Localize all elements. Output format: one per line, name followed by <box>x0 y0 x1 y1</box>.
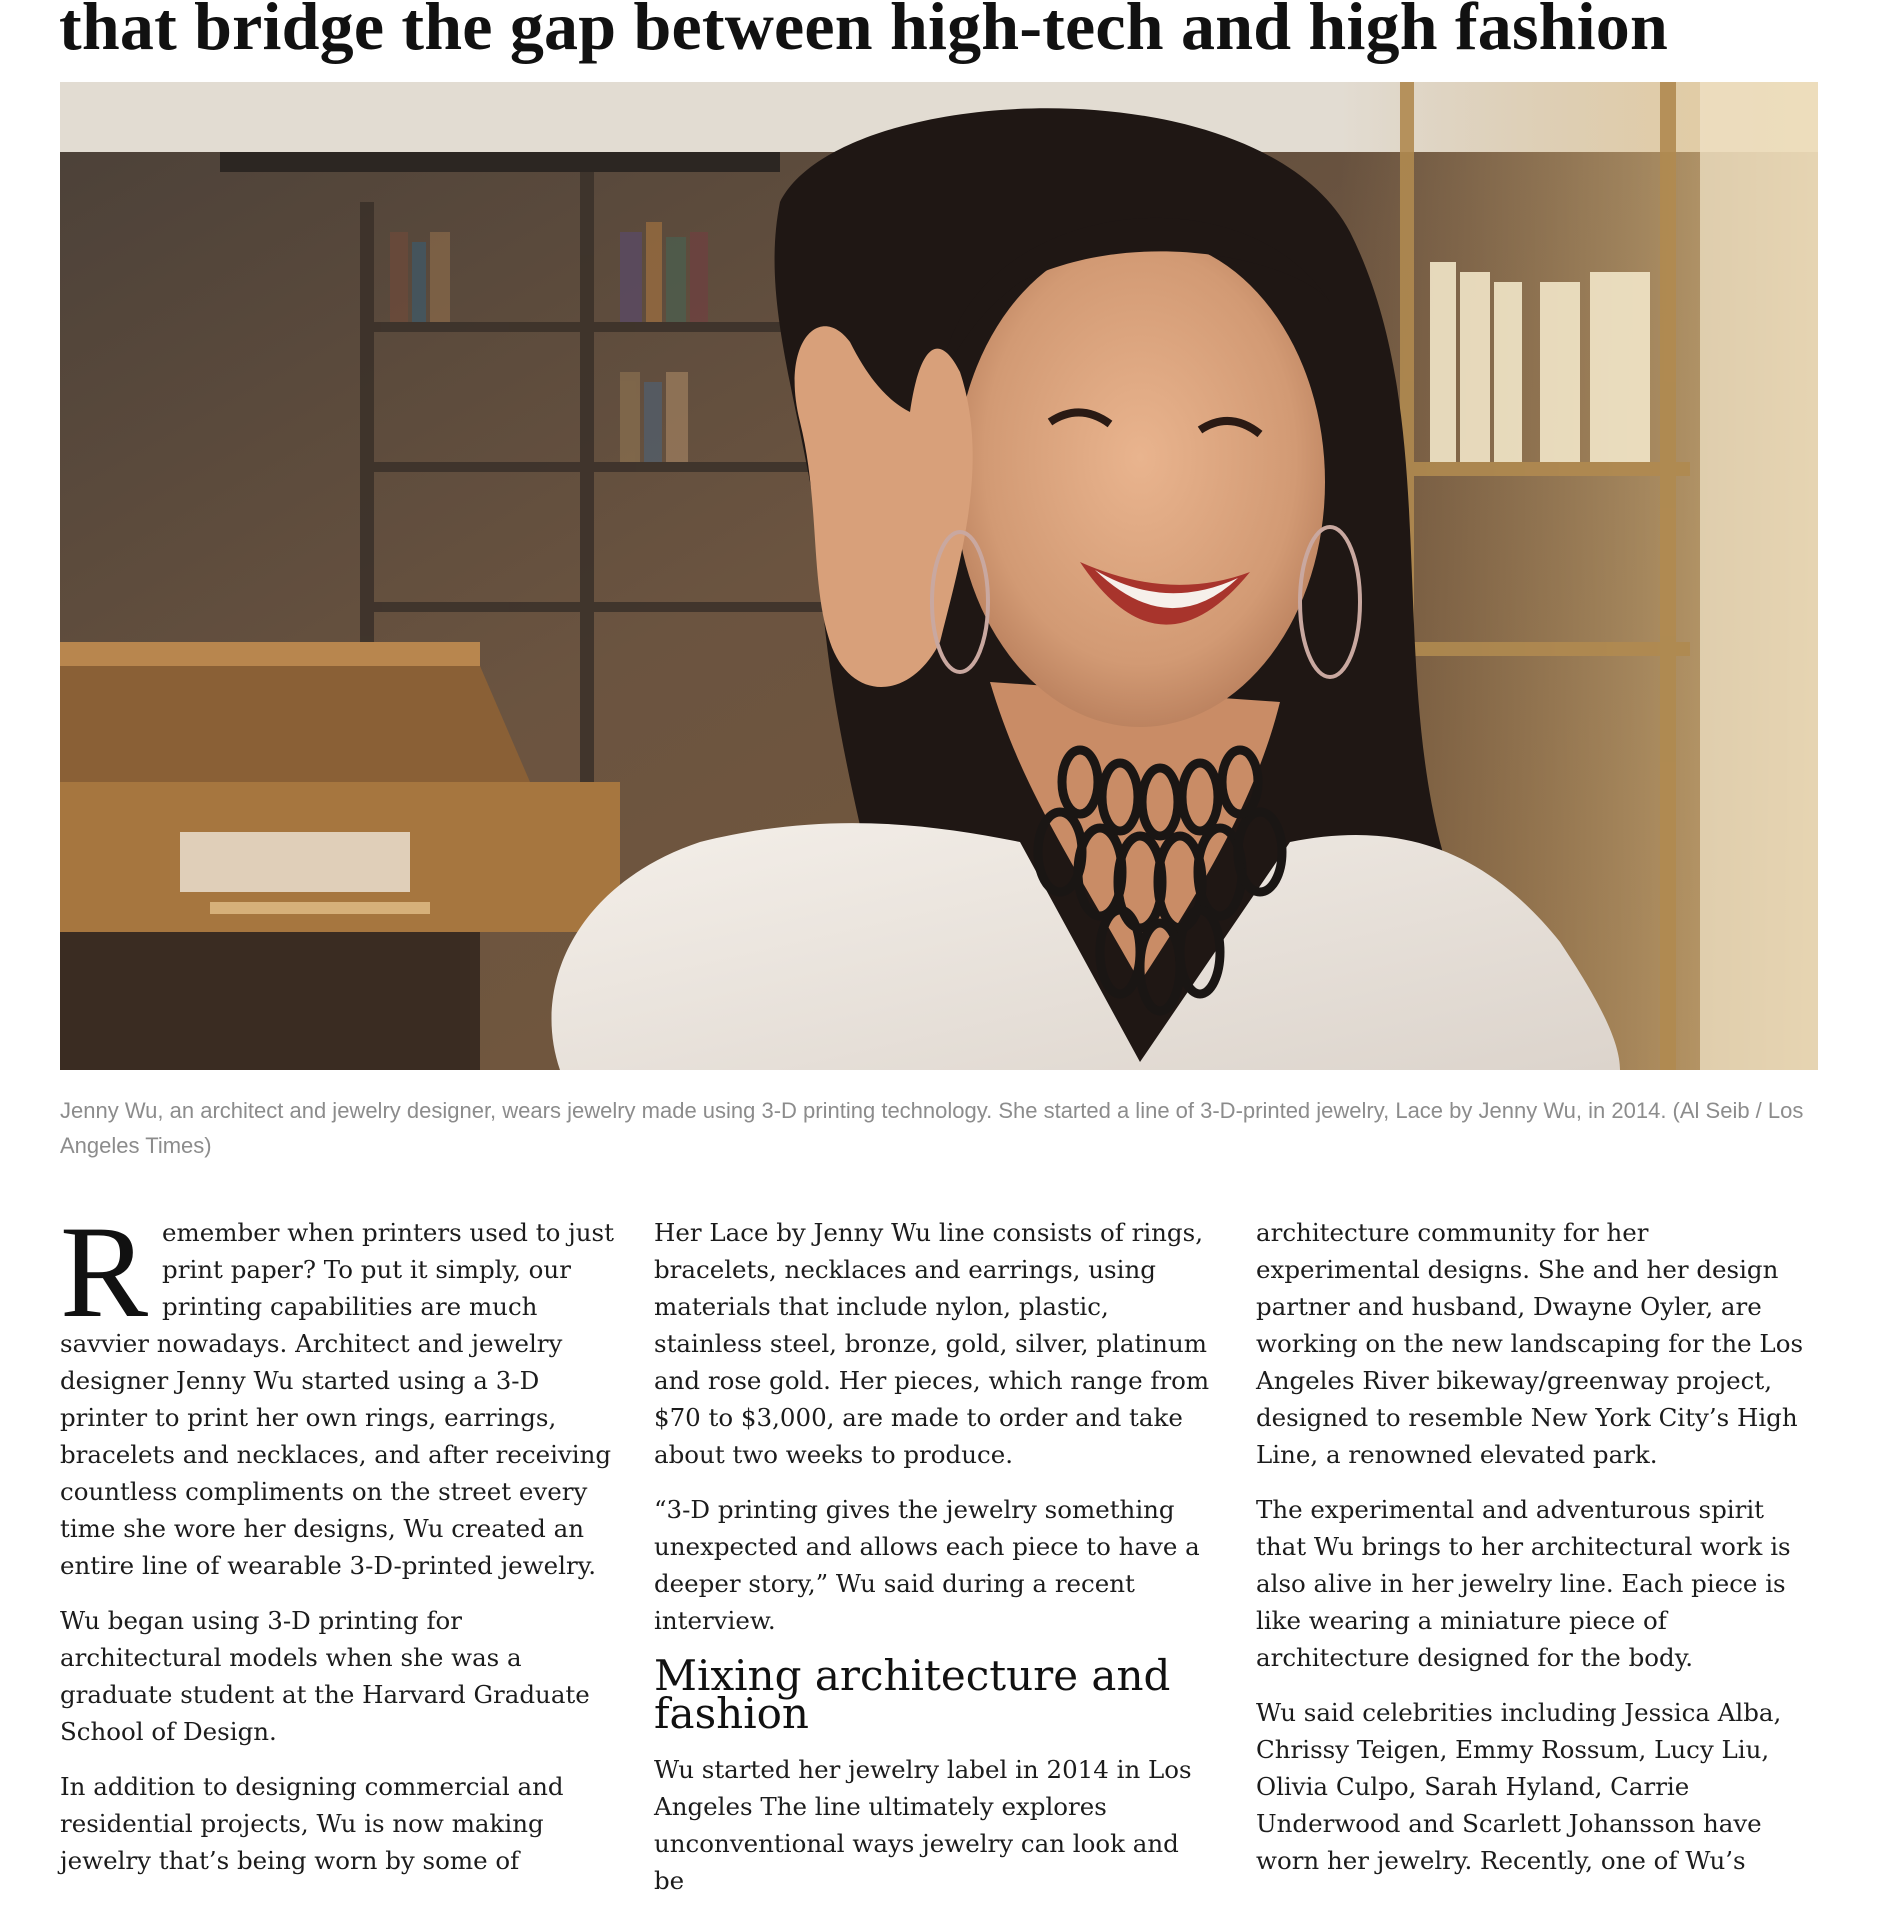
photo-caption: Jenny Wu, an architect and jewelry designer, wears jewelry made using 3-D printing technology. She started a line of 3-D-printed jewelry, Lace by Jenny Wu, in 2014. (Al Seib / Los Angeles Times) <box>60 1098 1804 1158</box>
paragraph: Wu started her jewelry label in 2014 in Los Angeles The line ultimately explores unconventional ways jewelry can look and be <box>654 1755 1192 1895</box>
paragraph <box>60 1198 620 1584</box>
drop-cap: R <box>60 1198 149 1345</box>
article-column-1 <box>60 1198 620 1897</box>
section-subhead: Mixing architecture and fashion <box>654 1651 1171 1738</box>
paragraph: “3-D printing gives the jewelry something unexpected and allows each piece to have a deeper story,” Wu said during a recent interview. <box>654 1495 1200 1635</box>
article-column-2 <box>654 1214 1214 1917</box>
paragraph: The experimental and adventurous spirit that Wu brings to her architectural work is also alive in her jewelry line. Each piece is like wearing a miniature piece of architecture designed for the body. <box>1256 1495 1791 1672</box>
paragraph: In addition to designing commercial and residential projects, Wu is now making jewelry that’s being worn by some of <box>60 1772 564 1875</box>
article-column-3 <box>1256 1214 1816 1897</box>
headline: that bridge the gap between high-tech and high fashion <box>59 0 1668 64</box>
portrait-photo <box>60 82 1818 1070</box>
paragraph: Wu began using 3-D printing for architectural models when she was a graduate student at the Harvard Graduate School of Design. <box>60 1606 590 1746</box>
paragraph-text: emember when printers used to just print paper? To put it simply, our printing capabilities are much savvier nowadays. Architect and jewelry designer Jenny Wu started using a 3-D printer to print her own rings, earrings, bracelets and necklaces, and after receiving countless compliments on the street every time she wore her designs, Wu created an entire line of wearable 3-D-printed jewelry. <box>60 1218 614 1580</box>
paragraph: Her Lace by Jenny Wu line consists of rings, bracelets, necklaces and earrings, using materials that include nylon, plastic, stainless steel, bronze, gold, silver, platinum and rose gold. Her pieces, which range from $70 to $3,000, are made to order and take about two weeks to produce. <box>654 1218 1210 1469</box>
paragraph: Wu said celebrities including Jessica Alba, Chrissy Teigen, Emmy Rossum, Lucy Liu, Olivia Culpo, Sarah Hyland, Carrie Underwood and Scarlett Johansson have worn her jewelry. Recently, one of Wu’s <box>1256 1698 1782 1875</box>
paragraph: architecture community for her experimental designs. She and her design partner and husband, Dwayne Oyler, are working on the new landscaping for the Los Angeles River bikeway/greenway project, designed to resemble New York City’s High Line, a renowned elevated park. <box>1256 1218 1804 1469</box>
